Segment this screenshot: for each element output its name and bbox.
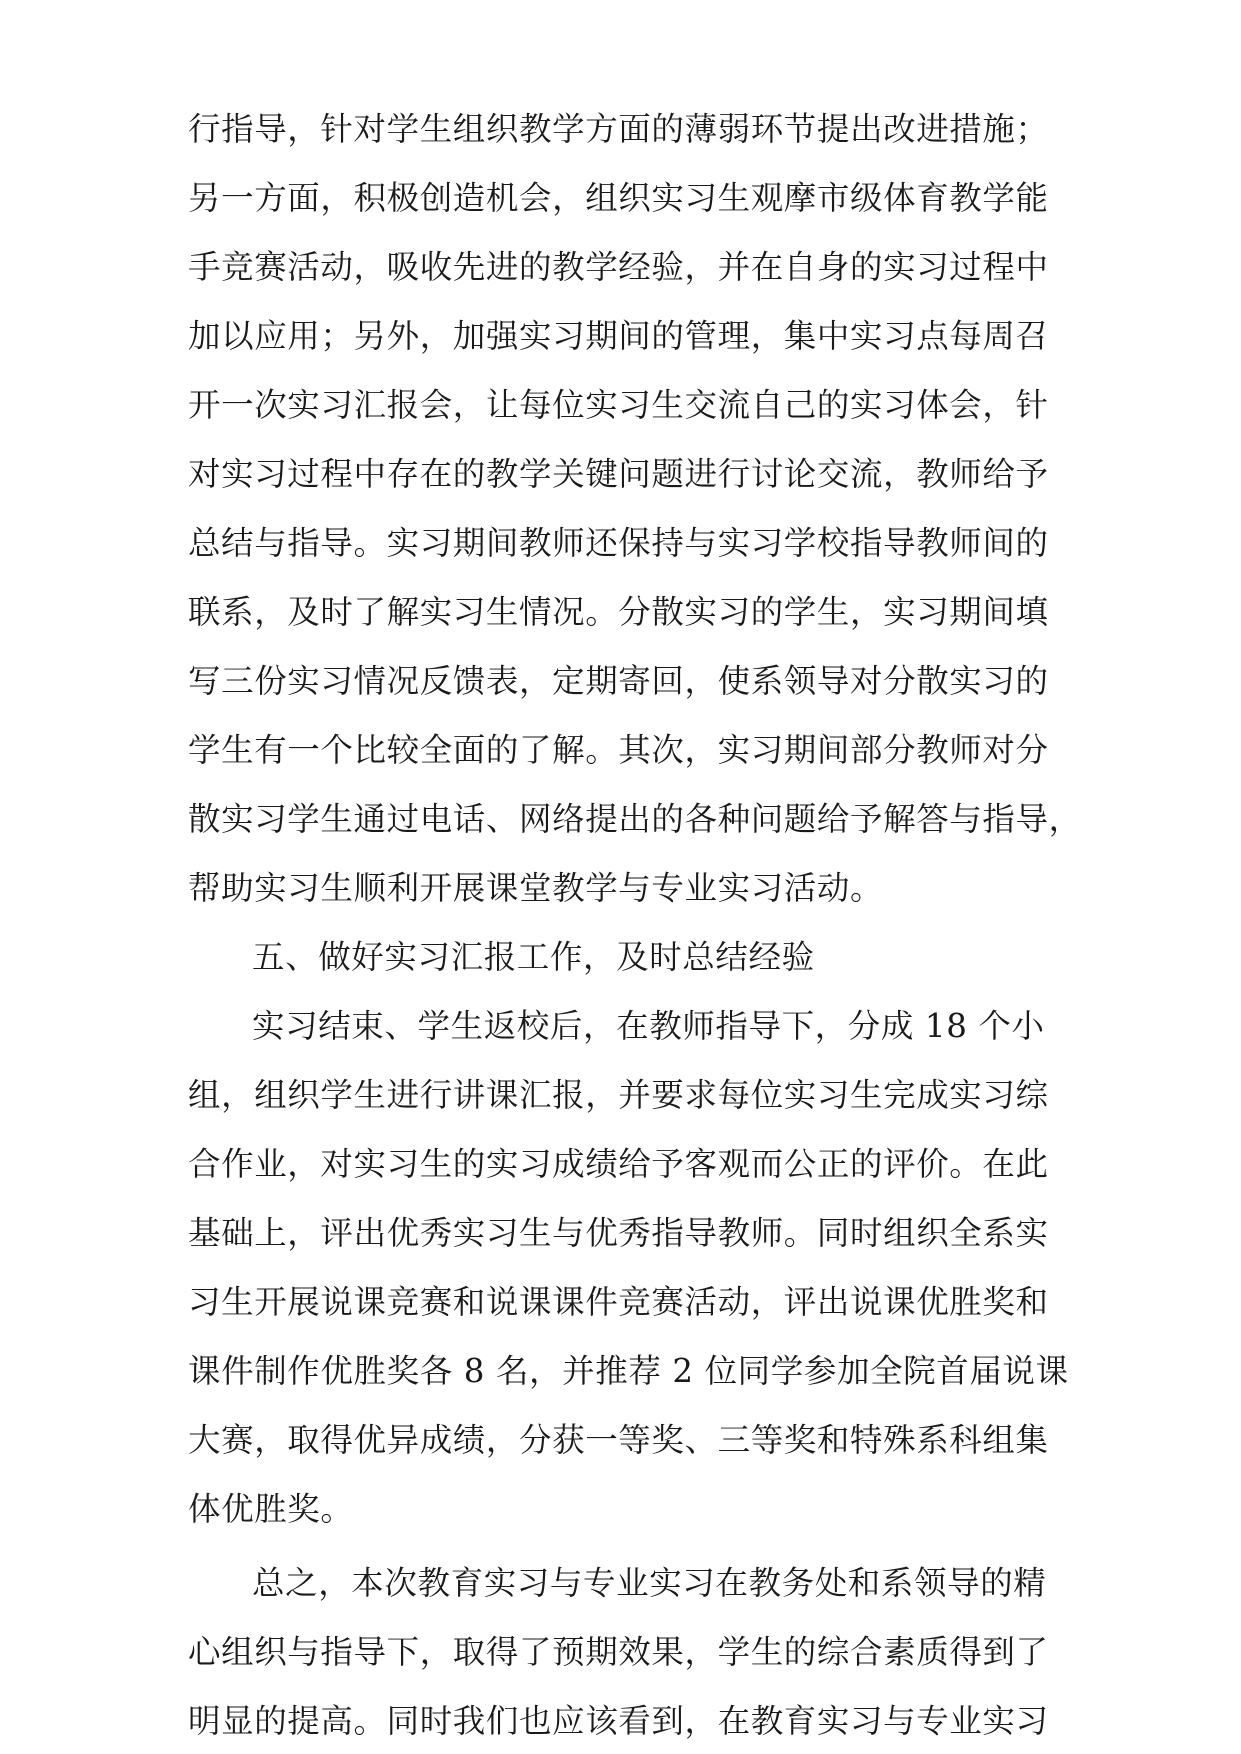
text-line: 另一方面，积极创造机会，组织实习生观摩市级体育教学能 — [188, 179, 1049, 217]
text-line: 开一次实习汇报会，让每位实习生交流自己的实习体会，针 — [188, 386, 1049, 424]
text-line: 课件制作优胜奖各 8 名，并推荐 2 位同学参加全院首届说课 — [188, 1352, 1069, 1390]
text-line: 习生开展说课竞赛和说课课件竞赛活动，评出说课优胜奖和 — [188, 1283, 1049, 1321]
text-line: 行指导，针对学生组织教学方面的薄弱环节提出改进措施； — [188, 110, 1049, 148]
section-heading: 五、做好实习汇报工作，及时总结经验 — [252, 938, 815, 976]
text-line: 学生有一个比较全面的了解。其次，实习期间部分教师对分 — [188, 731, 1049, 769]
text-line: 明显的提高。同时我们也应该看到，在教育实习与专业实习 — [188, 1702, 1049, 1740]
text-line: 手竞赛活动，吸收先进的教学经验，并在自身的实习过程中 — [188, 248, 1049, 286]
text-line: 组，组织学生进行讲课汇报，并要求每位实习生完成实习综 — [188, 1076, 1049, 1114]
text-line: 联系，及时了解实习生情况。分散实习的学生，实习期间填 — [188, 593, 1049, 631]
text-line: 散实习学生通过电话、网络提出的各种问题给予解答与指导， — [188, 800, 1082, 838]
text-line: 加以应用；另外，加强实习期间的管理，集中实习点每周召 — [188, 317, 1049, 355]
text-line: 总之，本次教育实习与专业实习在教务处和系领导的精 — [252, 1564, 1047, 1602]
text-line: 对实习过程中存在的教学关键问题进行讨论交流，教师给予 — [188, 455, 1049, 493]
text-line: 总结与指导。实习期间教师还保持与实习学校指导教师间的 — [188, 524, 1049, 562]
text-line: 合作业，对实习生的实习成绩给予客观而公正的评价。在此 — [188, 1145, 1049, 1183]
text-line: 实习结束、学生返校后，在教师指导下，分成 18 个小 — [252, 1007, 1045, 1045]
text-line: 心组织与指导下，取得了预期效果，学生的综合素质得到了 — [188, 1633, 1049, 1671]
text-line: 帮助实习生顺利开展课堂教学与专业实习活动。 — [188, 869, 884, 907]
text-line: 体优胜奖。 — [188, 1490, 354, 1528]
text-line: 基础上，评出优秀实习生与优秀指导教师。同时组织全系实 — [188, 1214, 1049, 1252]
text-line: 写三份实习情况反馈表，定期寄回，使系领导对分散实习的 — [188, 662, 1049, 700]
text-line: 大赛，取得优异成绩，分获一等奖、三等奖和特殊系科组集 — [188, 1421, 1049, 1459]
